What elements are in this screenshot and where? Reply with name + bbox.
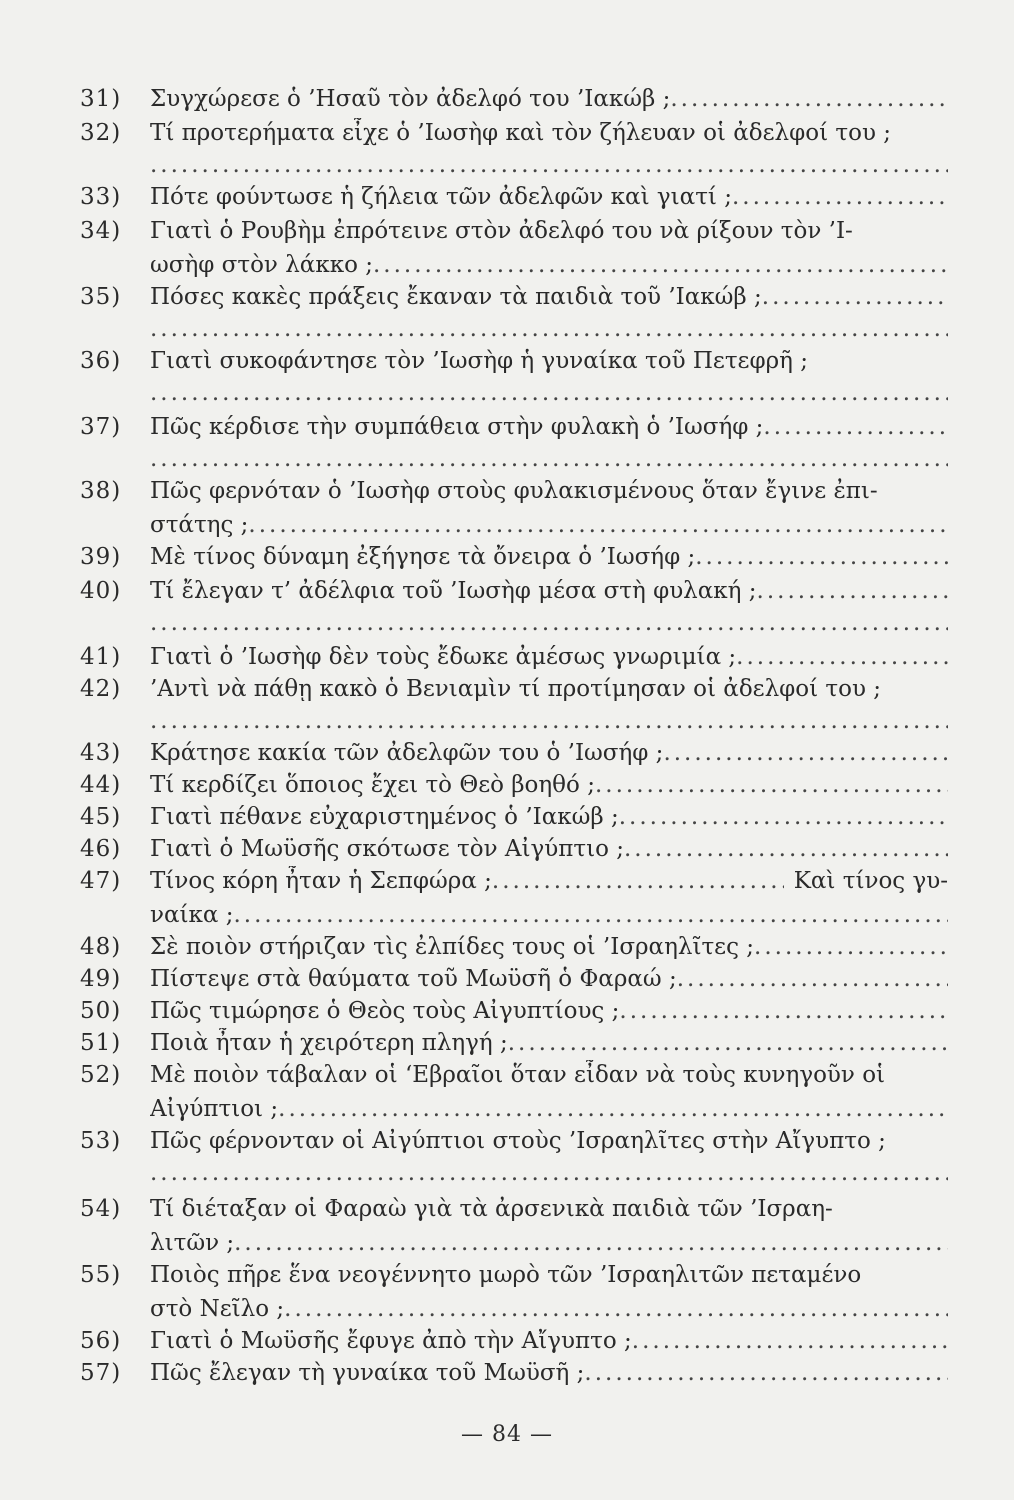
question-number: 42) — [80, 676, 122, 702]
question-50 — [80, 996, 948, 1026]
question-text: Πόσες κακὲς πράξεις ἔκαναν τὰ παιδιὰ τοῦ ’Ιακώβ ; — [150, 284, 762, 310]
question-52 — [80, 1060, 948, 1090]
question-34 — [80, 216, 948, 246]
question-number: 34) — [80, 218, 122, 244]
question-text-continued: στὸ Νεῖλο ; — [150, 1296, 285, 1322]
question-number: 48) — [80, 934, 122, 960]
answer-dots — [754, 932, 948, 962]
answer-dots — [508, 1028, 948, 1058]
question-number: 38) — [80, 478, 122, 504]
question-number: 35) — [80, 284, 122, 310]
answer-dots — [373, 250, 948, 280]
question-number: 54) — [80, 1196, 122, 1222]
question-number: 45) — [80, 804, 122, 830]
question-text: Πῶς φέρνονταν οἱ Αἰγύπτιοι στοὺς ’Ισραηλῖτες στὴν Αἴγυπτο ; — [150, 1128, 886, 1154]
question-31 — [80, 84, 948, 114]
question-text: Πῶς κέρδισε τὴν συμπάθεια στὴν φυλακὴ ὁ ’Ιωσήφ ; — [150, 414, 764, 440]
question-text: Γιατὶ ὁ Μωϋσῆς ἔφυγε ἀπὸ τὴν Αἴγυπτο ; — [150, 1328, 632, 1354]
question-number: 43) — [80, 740, 122, 766]
question-33 — [80, 182, 948, 212]
question-text: Γιατὶ ὁ Μωϋσῆς σκότωσε τὸν Αἰγύπτιο ; — [150, 836, 624, 862]
question-text-continued: λιτῶν ; — [150, 1230, 235, 1256]
answer-dots — [670, 84, 948, 114]
question-37 — [80, 412, 948, 442]
question-number: 37) — [80, 414, 122, 440]
question-48 — [80, 932, 948, 962]
question-text: Γιατὶ συκοφάντησε τὸν ’Ιωσὴφ ἡ γυναίκα τοῦ Πετεφρῆ ; — [150, 348, 808, 374]
question-text: Γιατὶ πέθανε εὐχαριστημένος ὁ ’Ιακώβ ; — [150, 804, 619, 830]
question-43 — [80, 738, 948, 768]
question-text-continued: στάτης ; — [150, 512, 249, 538]
answer-dots — [736, 642, 948, 672]
question-number: 39) — [80, 544, 122, 570]
question-number: 51) — [80, 1030, 122, 1056]
question-text: Πίστεψε στὰ θαύματα τοῦ Μωϋσῆ ὁ Φαραώ ; — [150, 966, 677, 992]
page-number: — 84 — — [461, 1422, 553, 1447]
question-54 — [80, 1194, 948, 1224]
question-number: 32) — [80, 120, 122, 146]
question-number: 56) — [80, 1328, 122, 1354]
question-text: Τί προτερήματα εἶχε ὁ ’Ιωσὴφ καὶ τὸν ζήλευαν οἱ ἀδελφοί του ; — [150, 120, 892, 146]
question-55 — [80, 1260, 948, 1290]
question-text-continued: Αἰγύπτιοι ; — [150, 1096, 279, 1122]
answer-dots — [763, 412, 948, 442]
question-49 — [80, 964, 948, 994]
question-text: Γιατὶ ὁ ’Ιωσὴφ δὲν τοὺς ἔδωκε ἀμέσως γνωριμία ; — [150, 644, 737, 670]
question-number: 55) — [80, 1262, 122, 1288]
answer-dots — [619, 802, 948, 832]
question-46 — [80, 834, 948, 864]
question-42 — [80, 674, 948, 704]
question-text: Γιατὶ ὁ Ρουβὴμ ἐπρότεινε στὸν ἀδελφό του νὰ ρίξουν τὸν ’Ι- — [150, 218, 853, 244]
question-number: 44) — [80, 772, 122, 798]
answer-dots — [677, 964, 948, 994]
question-text: Πῶς φερνόταν ὁ ’Ιωσὴφ στοὺς φυλακισμένους ὅταν ἔγινε ἐπι- — [150, 478, 878, 504]
question-number: 40) — [80, 578, 122, 604]
question-number: 31) — [80, 86, 122, 112]
answer-dots — [248, 510, 948, 540]
question-52-continued — [150, 1094, 948, 1124]
answer-dots — [663, 738, 948, 768]
answer-dots — [632, 1326, 948, 1356]
question-number: 41) — [80, 644, 122, 670]
question-47 — [80, 866, 948, 896]
question-text: Ποιὸς πῆρε ἕνα νεογέννητο μωρὸ τῶν ’Ισραηλιτῶν πεταμένο — [150, 1262, 862, 1288]
question-35 — [80, 282, 948, 312]
question-47-continued — [150, 900, 948, 930]
question-40 — [80, 576, 948, 606]
question-number: 36) — [80, 348, 122, 374]
answer-dots — [584, 1358, 948, 1388]
answer-dots-line — [150, 150, 948, 180]
answer-dots — [732, 182, 948, 212]
question-text: Τί κερδίζει ὅποιος ἔχει τὸ Θεὸ βοηθό ; — [150, 772, 595, 798]
answer-dots-line — [150, 444, 948, 474]
question-text: Μὲ ποιὸν τάβαλαν οἱ ‘Εβραῖοι ὅταν εἶδαν νὰ τοὺς κυνηγοῦν οἱ — [150, 1062, 886, 1088]
question-number: 50) — [80, 998, 122, 1024]
question-number: 52) — [80, 1062, 122, 1088]
question-number: 53) — [80, 1128, 122, 1154]
question-text: Πότε φούντωσε ἡ ζήλεια τῶν ἀδελφῶν καὶ γιατί ; — [150, 184, 732, 210]
answer-dots — [762, 282, 948, 312]
question-number: 46) — [80, 836, 122, 862]
answer-dots — [492, 866, 784, 896]
question-text-second-part: Καὶ τίνος γυ- — [793, 868, 948, 894]
question-text: Ποιὰ ἦταν ἡ χειρότερη πληγή ; — [150, 1030, 508, 1056]
question-38-continued — [150, 510, 948, 540]
question-number: 47) — [80, 868, 122, 894]
answer-dots — [624, 834, 948, 864]
answer-dots — [278, 1094, 948, 1124]
answer-dots — [284, 1294, 948, 1324]
question-number: 49) — [80, 966, 122, 992]
question-text: Τί ἔλεγαν τ’ ἀδέλφια τοῦ ’Ιωσὴφ μέσα στὴ φυλακή ; — [150, 578, 757, 604]
answer-dots-line — [150, 706, 948, 736]
question-text: ’Αντὶ νὰ πάθῃ κακὸ ὁ Βενιαμὶν τί προτίμησαν οἱ ἀδελφοί του ; — [150, 676, 882, 702]
question-36 — [80, 346, 948, 376]
question-text: Κράτησε κακία τῶν ἀδελφῶν του ὁ ’Ιωσήφ ; — [150, 740, 664, 766]
answer-dots-line — [150, 1158, 948, 1188]
question-text: Πῶς τιμώρησε ὁ Θεὸς τοὺς Αἰγυπτίους ; — [150, 998, 620, 1024]
answer-dots-line — [150, 314, 948, 344]
question-number: 33) — [80, 184, 122, 210]
question-41 — [80, 642, 948, 672]
question-57 — [80, 1358, 948, 1388]
question-text: Τίνος κόρη ἦταν ἡ Σεπφώρα ; — [150, 868, 492, 894]
question-text: Μὲ τίνος δύναμη ἐξήγησε τὰ ὄνειρα ὁ ’Ιωσήφ ; — [150, 544, 696, 570]
question-number: 57) — [80, 1360, 122, 1386]
question-text: Πῶς ἔλεγαν τὴ γυναίκα τοῦ Μωϋσῆ ; — [150, 1360, 585, 1386]
answer-dots — [234, 900, 949, 930]
question-45 — [80, 802, 948, 832]
question-38 — [80, 476, 948, 506]
answer-dots — [695, 542, 948, 572]
answer-dots-line — [150, 608, 948, 638]
question-text-continued: ναίκα ; — [150, 902, 234, 928]
question-54-continued — [150, 1228, 948, 1258]
answer-dots-line — [150, 378, 948, 408]
answer-dots — [619, 996, 948, 1026]
question-text: Συγχώρεσε ὁ ’Ησαῦ τὸν ἀδελφό του ’Ιακώβ ; — [150, 86, 671, 112]
question-53 — [80, 1126, 948, 1156]
answer-dots — [234, 1228, 948, 1258]
question-34-continued — [150, 250, 948, 280]
question-51 — [80, 1028, 948, 1058]
question-text-continued: ωσὴφ στὸν λάκκο ; — [150, 252, 373, 278]
question-39 — [80, 542, 948, 572]
question-text: Τί διέταξαν οἱ Φαραὼ γιὰ τὰ ἀρσενικὰ παιδιὰ τῶν ’Ισραη- — [150, 1196, 833, 1222]
question-55-continued — [150, 1294, 948, 1324]
question-text: Σὲ ποιὸν στήριζαν τὶς ἐλπίδες τους οἱ ’Ισραηλῖτες ; — [150, 934, 755, 960]
question-32 — [80, 118, 948, 148]
question-44 — [80, 770, 948, 800]
answer-dots — [595, 770, 948, 800]
answer-dots — [757, 576, 948, 606]
question-56 — [80, 1326, 948, 1356]
